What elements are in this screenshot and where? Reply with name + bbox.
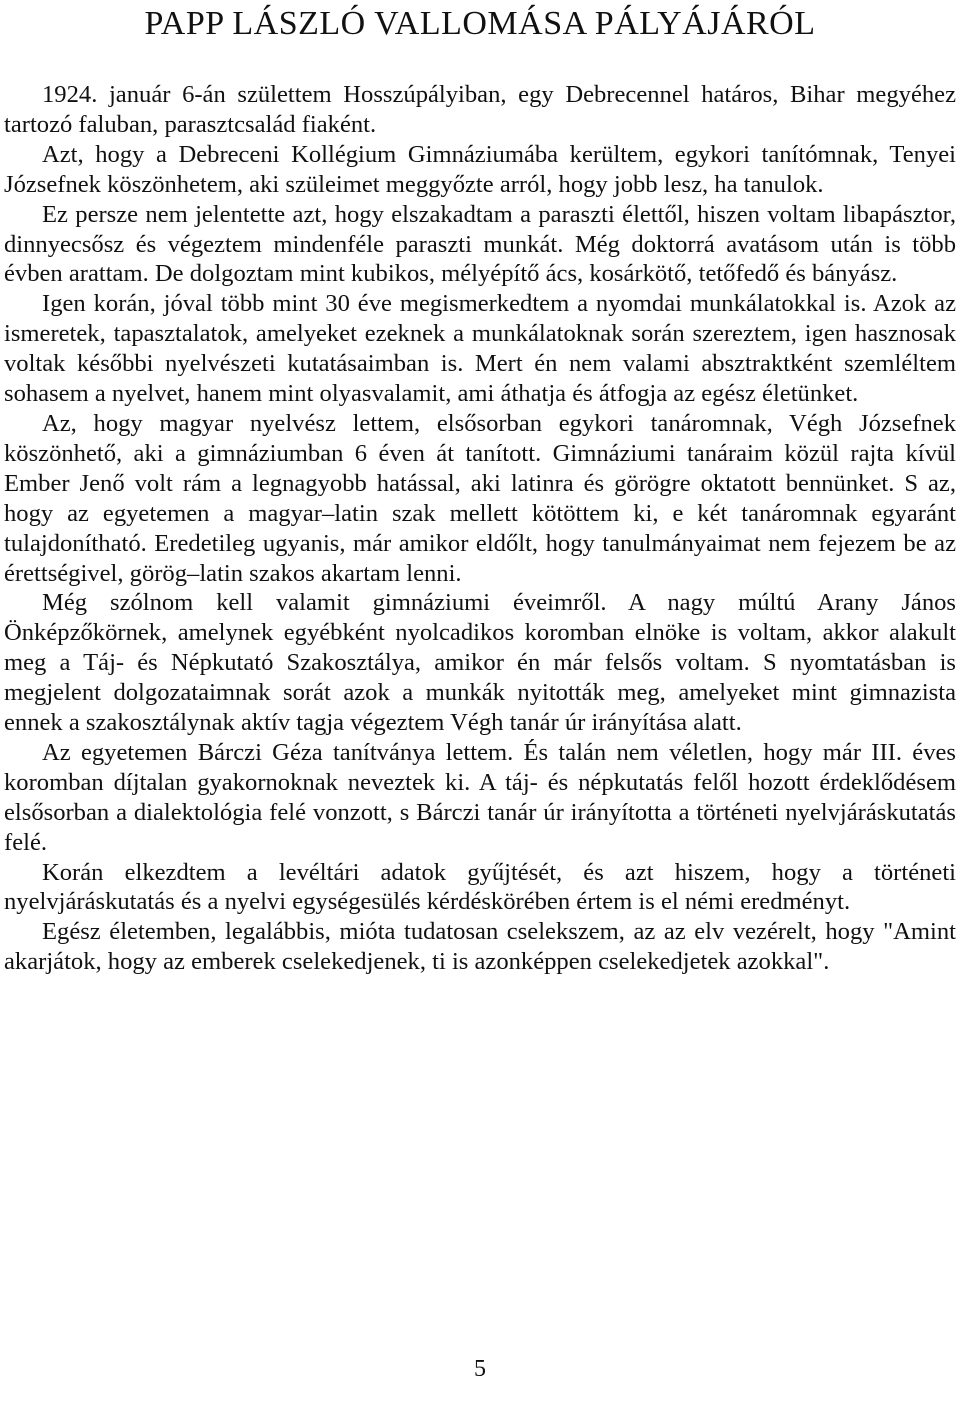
body-text [4,80,956,977]
paragraph-printing: Igen korán, jóval több mint 30 éve megismerkedtem a nyomdai munkálatokkal is. Azok az ismeretek, tapasztalatok, amelyeket ezeknek a munkálatoknak során szereztem, igen hasznosak voltak későbbi nyelvészeti kutatásaimban is. Mert én nem valami absztraktként szemléltem sohasem a nyelvet, hanem mint olyasvalamit, ami áthatja és átfogja az egész életünket. [4,290,956,408]
paragraph-archival-research: Korán elkezdtem a levéltári adatok gyűjtését, és azt hiszem, hogy a történeti nyelvjáráskutatás és a nyelvi egységesülés kérdéskörében értem is el némi eredményt. [4,858,956,916]
page-number: 5 [474,1356,486,1382]
paragraph-gymnasium: Azt, hogy a Debreceni Kollégium Gimnáziumába kerültem, egykori tanítómnak, Tenyei Józsefnek köszönhetem, aki szüleimet meggyőzte arról, hogy jobb lesz, ha tanulok. [4,140,956,198]
paragraph-linguist: Az, hogy magyar nyelvész lettem, elsősorban egykori tanáromnak, Végh Józsefnek köszönhető, aki a gimnáziumban 6 éven át tanított. Gimnáziumi tanáraim közül rajta kívül Ember Jenő volt rám a legnagyobb hatással, aki latinra és görögre oktatott bennünket. S az, hogy az egyetemen a magyar–latin szak mellett kötöttem ki, e két tanáromnak egyaránt tulajdonítható. Eredetileg ugyanis, már amikor eldőlt, hogy tanulmányaimat nem fejezem be az érettségivel, görög–latin szakos akartam lenni. [4,409,956,587]
paragraph-principle: Egész életemben, legalábbis, mióta tudatosan cselekszem, az az elv vezérelt, hogy "Amint akarjátok, hogy az emberek cselekedjenek, ti is azonképpen cselekedjetek azokkal". [4,918,956,976]
paragraph-birth: 1924. január 6-án születtem Hosszúpályiban, egy Debrecennel határos, Bihar megyéhez tartozó faluban, parasztcsalád fiaként. [4,81,956,138]
paragraph-self-study-circle: Még szólnom kell valamit gimnáziumi éveimről. A nagy múltú Arany János Önképzőkörnek, amelynek egyébként nyolcadikos koromban elnöke is voltam, akkor alakult meg a Táj- és Népkutató Szakosztálya, amikor én már felsős voltam. S nyomtatásban is megjelent dolgozataimnak sorát azok a munkák nyitották meg, amelyeket mint gimnazista ennek a szakosztálynak aktív tagja végeztem Végh tanár úr irányítása alatt. [4,589,956,737]
page-title: PAPP LÁSZLÓ VALLOMÁSA PÁLYÁJÁRÓL [144,5,816,42]
paragraph-peasant-work: Ez persze nem jelentette azt, hogy elszakadtam a paraszti élettől, hiszen voltam libapásztor, dinnyecsősz és végeztem mindenféle paraszti munkát. Még doktorrá avatásom után is több évben arattam. De dolgoztam mint kubikos, mélyépítő ács, kosárkötő, tetőfedő és bányász. [4,200,956,288]
paragraph-university: Az egyetemen Bárczi Géza tanítványa lettem. És talán nem véletlen, hogy már III. éves koromban díjtalan gyakornoknak neveztek ki. A táj- és népkutatás felől hozott érdeklődésem elsősorban a dialektológia felé vonzott, s Bárczi tanár úr irányította a történeti nyelvjáráskutatás felé. [4,738,956,856]
